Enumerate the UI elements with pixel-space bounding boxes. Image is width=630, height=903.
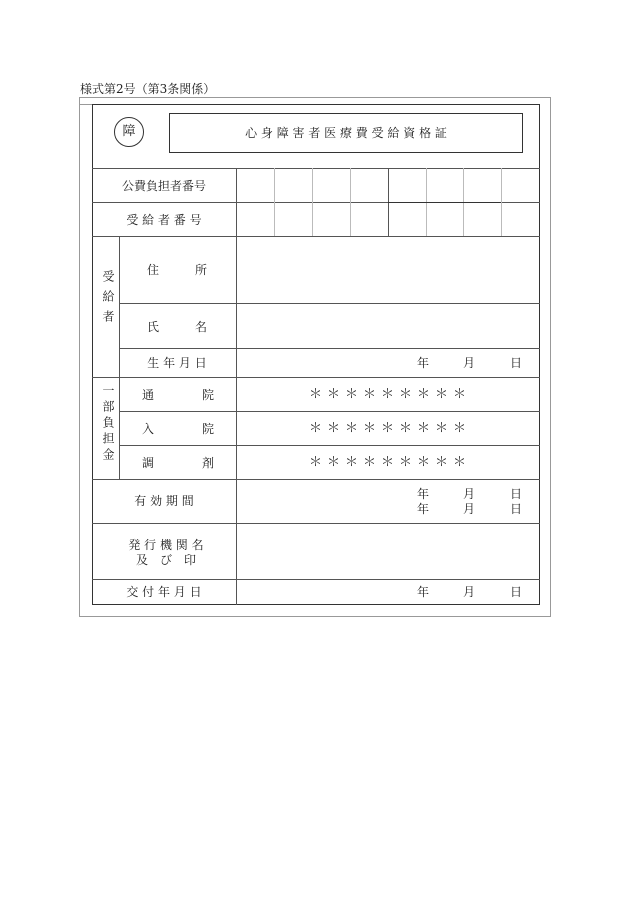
form-number-label: 様式第2号（第3条関係） <box>80 82 216 96</box>
birthdate-year-unit: 年 <box>417 356 430 370</box>
valid-to-month-unit: 月 <box>463 502 476 516</box>
recipient-number-label: 受 給 者 番 号 <box>126 213 202 227</box>
digit-box-emphasis <box>388 202 501 203</box>
issue-month-unit: 月 <box>463 585 476 599</box>
digit-cell-divider <box>501 168 502 236</box>
issuer-label-line2: 及 び 印 <box>135 553 197 567</box>
birthdate-month-unit: 月 <box>463 356 476 370</box>
issue-year-unit: 年 <box>417 585 430 599</box>
disability-seal-icon: 障 <box>114 117 144 147</box>
outer-tab-line <box>79 104 93 105</box>
divider <box>119 348 540 349</box>
issue-day-unit: 日 <box>510 585 523 599</box>
payer-number-label: 公費負担者番号 <box>121 179 207 193</box>
divider <box>92 377 540 378</box>
valid-from-month-unit: 月 <box>463 487 476 501</box>
digit-cell-divider <box>350 168 351 236</box>
divider <box>92 579 540 580</box>
divider <box>92 236 540 237</box>
name-label: 氏 名 <box>146 320 208 334</box>
address-label: 住 所 <box>146 263 208 277</box>
issuer-label-line1: 発 行 機 関 名 <box>128 538 204 552</box>
divider <box>119 445 540 446</box>
valid-period-label: 有 効 期 間 <box>134 494 194 508</box>
copay-group-label: 一部負担金 <box>101 384 115 464</box>
digit-cell-divider <box>312 168 313 236</box>
divider <box>92 168 540 169</box>
valid-from-day-unit: 日 <box>510 487 523 501</box>
divider <box>119 411 540 412</box>
inpatient-value: ＊＊＊＊＊＊＊＊＊ <box>308 421 472 436</box>
dispensing-label: 調 剤 <box>141 456 215 470</box>
digit-cell-divider <box>274 168 275 236</box>
divider <box>92 479 540 480</box>
certificate-title: 心 身 障 害 者 医 療 費 受 給 資 格 証 <box>245 126 447 140</box>
divider <box>119 303 540 304</box>
dispensing-value: ＊＊＊＊＊＊＊＊＊ <box>308 455 472 470</box>
birthdate-day-unit: 日 <box>510 356 523 370</box>
valid-to-day-unit: 日 <box>510 502 523 516</box>
birthdate-label: 生 年 月 日 <box>147 356 207 370</box>
issue-date-label: 交 付 年 月 日 <box>126 585 202 599</box>
divider <box>92 523 540 524</box>
label-column-divider <box>236 168 237 605</box>
valid-to-year-unit: 年 <box>417 502 430 516</box>
inpatient-label: 入 院 <box>141 422 215 436</box>
valid-from-year-unit: 年 <box>417 487 430 501</box>
outpatient-label: 通 院 <box>141 388 215 402</box>
outpatient-value: ＊＊＊＊＊＊＊＊＊ <box>308 387 472 402</box>
recipient-group-label: 受給者 <box>101 270 115 330</box>
